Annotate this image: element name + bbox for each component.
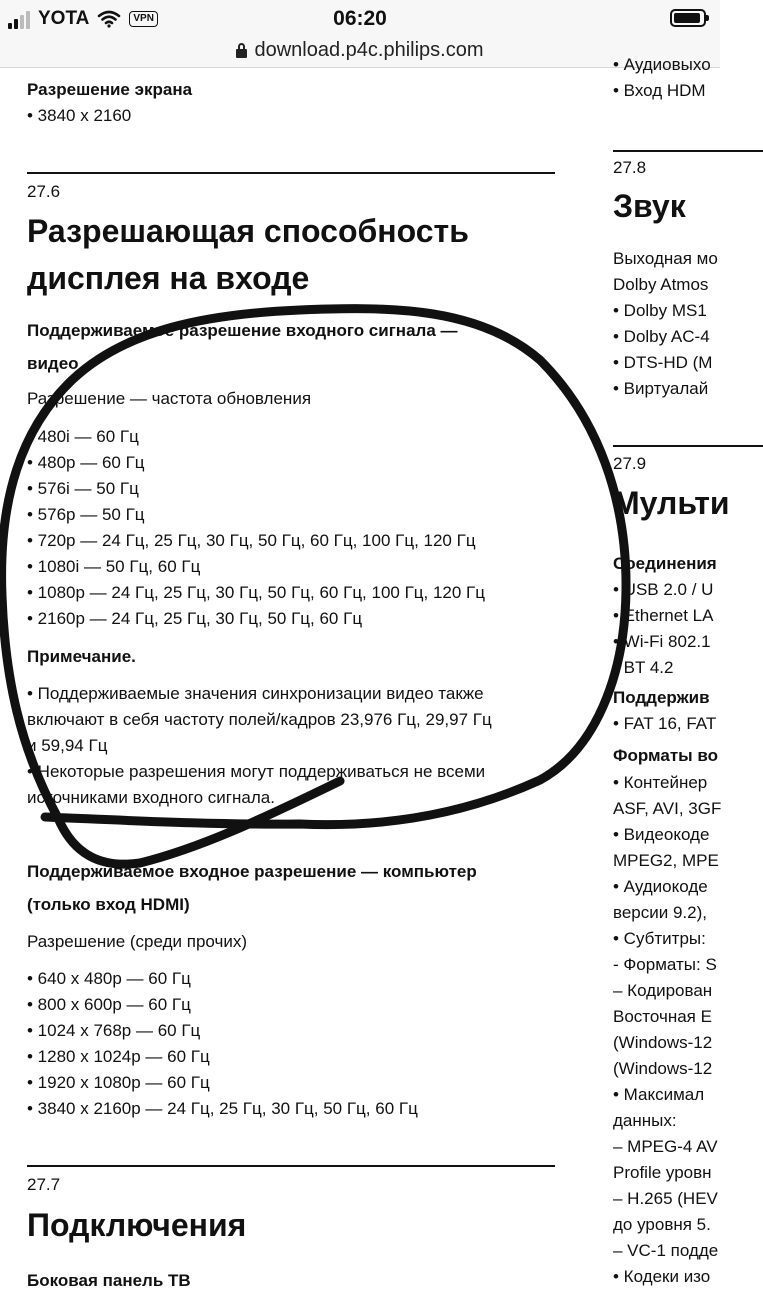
section-divider xyxy=(27,1165,555,1167)
note-text: • Поддерживаемые значения синхронизации видео также xyxy=(27,684,484,703)
list-item: • 576p — 50 Гц xyxy=(27,505,145,524)
list-item: • 1080p — 24 Гц, 25 Гц, 30 Гц, 50 Гц, 60 Гц, 100 Гц, 120 Гц xyxy=(27,583,486,602)
video-input-heading: Поддерживаемое разрешение входного сигнала — xyxy=(27,321,458,340)
list-item: Profile уровн xyxy=(613,1163,712,1182)
status-bar xyxy=(0,0,720,34)
note-text: и 59,94 Гц xyxy=(27,736,108,755)
url-text[interactable]: download.p4c.philips.com xyxy=(254,39,484,61)
list-item: ASF, AVI, 3GF xyxy=(613,799,722,818)
list-item: • Кодеки изо xyxy=(613,1267,711,1286)
list-item: • Ethernet LA xyxy=(613,606,714,625)
pc-resolution-label: Разрешение (среди прочих) xyxy=(27,932,247,951)
formats-list xyxy=(613,770,721,1290)
resolution-frequency-label: Разрешение — частота обновления xyxy=(27,389,312,408)
formats-heading: Форматы во xyxy=(613,746,719,765)
section-title: Мульти xyxy=(613,485,730,521)
section-divider xyxy=(613,150,763,152)
list-item: • Субтитры: xyxy=(613,929,706,948)
list-item: данных: xyxy=(613,1111,677,1130)
list-item: • Видеокоде xyxy=(613,825,710,844)
list-item: • 1080i — 50 Гц, 60 Гц xyxy=(27,557,201,576)
screen-resolution-heading: Разрешение экрана xyxy=(27,80,193,99)
list-item: • 480p — 60 Гц xyxy=(27,453,145,472)
list-item: • BT 4.2 xyxy=(613,658,674,677)
section-title-line2: дисплея на входе xyxy=(27,260,310,296)
list-item: • 576i — 50 Гц xyxy=(27,479,139,498)
lock-icon xyxy=(236,43,247,58)
list-item: • Dolby MS1 xyxy=(613,301,707,320)
page-content xyxy=(0,55,730,1290)
list-item: версии 9.2), xyxy=(613,903,707,922)
list-item: • 2160p — 24 Гц, 25 Гц, 30 Гц, 50 Гц, 60 Гц xyxy=(27,609,363,628)
list-item: • Аудиовыхо xyxy=(613,55,711,74)
list-item: (Windows-12 xyxy=(613,1033,713,1052)
clock: 06:20 xyxy=(333,7,387,30)
list-item: • 480i — 60 Гц xyxy=(27,427,139,446)
section-title: Подключения xyxy=(27,1207,247,1243)
note-heading: Примечание. xyxy=(27,647,136,666)
list-item: – MPEG-4 AV xyxy=(613,1137,718,1156)
note-text: • Некоторые разрешения могут поддерживаться не всеми xyxy=(27,762,486,781)
section-divider xyxy=(613,445,763,447)
vpn-badge: VPN xyxy=(129,11,158,27)
list-item: • Wi-Fi 802.1 xyxy=(613,632,711,651)
list-item: – H.265 (HEV xyxy=(613,1189,718,1208)
filesystem-heading: Поддержив xyxy=(613,688,710,707)
list-item: • 3840 x 2160p — 24 Гц, 25 Гц, 30 Гц, 50 Гц, 60 Гц xyxy=(27,1099,418,1118)
list-item: – Кодирован xyxy=(613,981,713,1000)
list-item: • Dolby AC-4 xyxy=(613,327,710,346)
section-divider xyxy=(27,172,555,174)
list-item: • 1280 x 1024p — 60 Гц xyxy=(27,1047,210,1066)
video-input-heading-line2: видео xyxy=(27,354,79,373)
pc-mode-list xyxy=(27,966,418,1122)
video-mode-list xyxy=(27,424,485,632)
carrier-name: YOTA xyxy=(38,8,90,29)
section-number: 27.9 xyxy=(613,454,647,473)
section-number: 27.7 xyxy=(27,1175,61,1194)
list-item: до уровня 5. xyxy=(613,1215,711,1234)
list-item: • 800 x 600p — 60 Гц xyxy=(27,995,191,1014)
list-item: • Вход HDM xyxy=(613,81,706,100)
list-item: MPEG2, MPE xyxy=(613,851,719,870)
list-item: • 1024 x 768p — 60 Гц xyxy=(27,1021,201,1040)
list-item: – VC-1 подде xyxy=(613,1241,719,1260)
list-item: • 640 x 480p — 60 Гц xyxy=(27,969,191,988)
section-title: Разрешающая способность xyxy=(27,213,469,249)
note-text: включают в себя частоту полей/кадров 23,976 Гц, 29,97 Гц xyxy=(27,710,492,729)
connections-list xyxy=(613,577,713,681)
section-title: Звук xyxy=(613,188,686,224)
list-item: Восточная Е xyxy=(613,1007,712,1026)
list-item: • Контейнер xyxy=(613,773,708,792)
list-item: • USB 2.0 / U xyxy=(613,580,714,599)
list-item: • Максимал xyxy=(613,1085,705,1104)
cut-off-line: Боковая панель ТВ xyxy=(27,1271,191,1290)
list-item: - Форматы: S xyxy=(613,955,717,974)
note-text: источниками входного сигнала. xyxy=(27,788,275,807)
list-item: • Виртуалай xyxy=(613,379,709,398)
section-number: 27.8 xyxy=(613,158,647,177)
battery-icon xyxy=(670,9,706,27)
list-item: • 1920 x 1080p — 60 Гц xyxy=(27,1073,210,1092)
sound-list xyxy=(613,246,718,402)
section-number: 27.6 xyxy=(27,182,61,201)
connections-heading: Соединения xyxy=(613,554,717,573)
list-item: • Аудиокоде xyxy=(613,877,708,896)
list-item: • FAT 16, FAT xyxy=(613,714,717,733)
list-item: • DTS-HD (M xyxy=(613,353,713,372)
list-item: Dolby Atmos xyxy=(613,275,709,294)
list-item: (Windows-12 xyxy=(613,1059,713,1078)
list-item: Выходная мо xyxy=(613,249,718,268)
pc-input-heading: Поддерживаемое входное разрешение — компьютер xyxy=(27,862,477,881)
address-bar[interactable] xyxy=(0,34,720,68)
screen-resolution-value: • 3840 x 2160 xyxy=(27,106,132,125)
pc-input-heading-line2: (только вход HDMI) xyxy=(27,895,190,914)
list-item: • 720p — 24 Гц, 25 Гц, 30 Гц, 50 Гц, 60 Гц, 100 Гц, 120 Гц xyxy=(27,531,476,550)
